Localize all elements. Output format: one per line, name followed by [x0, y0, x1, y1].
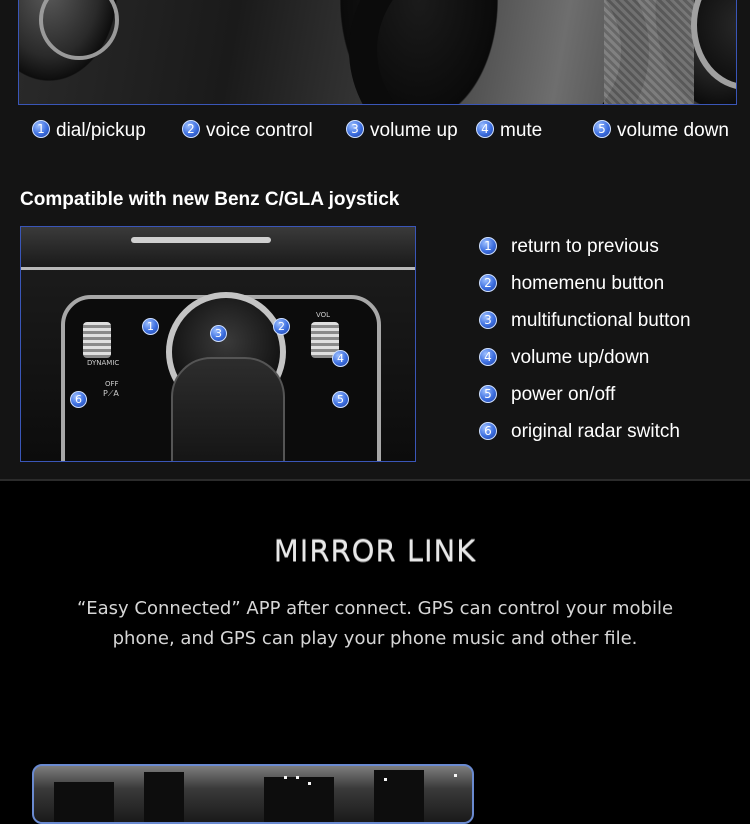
building	[54, 782, 114, 822]
feature-label: return to previous	[511, 236, 659, 257]
callout-6: 6	[70, 391, 87, 408]
number-badge: 3	[479, 311, 497, 329]
legend-label: volume down	[617, 120, 729, 141]
dynamic-label: DYNAMIC	[87, 359, 120, 367]
console-slot	[131, 237, 271, 243]
feature-radar-switch	[479, 421, 691, 458]
off-label: OFF	[105, 380, 119, 388]
legend-item-volume-down	[593, 120, 729, 142]
air-vent	[691, 0, 737, 90]
touchpad	[171, 357, 285, 462]
number-badge: 4	[476, 120, 494, 138]
number-badge: 2	[182, 120, 200, 138]
feature-homemenu-button	[479, 273, 691, 310]
steering-wheel-photo	[18, 0, 737, 105]
callout-4: 4	[332, 350, 349, 367]
section-divider	[0, 479, 750, 481]
callout-3: 3	[210, 325, 227, 342]
number-badge: 2	[479, 274, 497, 292]
legend-label: mute	[500, 120, 543, 141]
carbon-trim	[604, 0, 694, 104]
description-line-2: phone, and GPS can play your phone music and other file.	[112, 628, 638, 649]
callout-2: 2	[273, 318, 290, 335]
left-roller	[83, 322, 111, 358]
mirror-link-title: MIRROR LINK	[273, 534, 477, 568]
window-light	[384, 778, 387, 781]
legend-item-volume-up	[346, 120, 458, 142]
joystick-heading: Compatible with new Benz C/GLA joystick	[20, 189, 400, 210]
steering-legend	[32, 120, 750, 144]
building	[144, 772, 184, 822]
number-badge: 3	[346, 120, 364, 138]
number-badge: 5	[593, 120, 611, 138]
feature-label: multifunctional button	[511, 310, 691, 331]
legend-label: volume up	[370, 120, 458, 141]
mercedes-star-emblem	[39, 0, 119, 60]
park-assist-label: P⟋A	[103, 389, 119, 398]
vol-label: VOL	[316, 311, 331, 319]
number-badge: 4	[479, 348, 497, 366]
joystick-feature-list	[479, 236, 691, 458]
legend-item-dial-pickup	[32, 120, 146, 142]
callout-5: 5	[332, 391, 349, 408]
console-trim	[21, 227, 416, 270]
feature-volume-up-down	[479, 347, 691, 384]
number-badge: 6	[479, 422, 497, 440]
callout-1: 1	[142, 318, 159, 335]
legend-item-voice-control	[182, 120, 313, 142]
legend-label: dial/pickup	[56, 120, 146, 141]
number-badge: 1	[32, 120, 50, 138]
feature-power-on-off	[479, 384, 691, 421]
feature-label: homemenu button	[511, 273, 665, 294]
number-badge: 5	[479, 385, 497, 403]
mirror-link-description	[75, 594, 675, 654]
window-light	[308, 782, 311, 785]
city-night-photo	[32, 764, 474, 824]
feature-label: power on/off	[511, 384, 616, 405]
building	[374, 770, 424, 822]
window-light	[284, 776, 287, 779]
description-line-1: “Easy Connected” APP after connect. GPS can control your mobile	[76, 598, 674, 619]
legend-item-mute	[476, 120, 542, 142]
feature-return-to-previous	[479, 236, 691, 273]
legend-label: voice control	[206, 120, 313, 141]
window-light	[296, 776, 299, 779]
center-console-photo	[20, 226, 416, 462]
feature-label: volume up/down	[511, 347, 650, 368]
feature-multifunctional-button	[479, 310, 691, 347]
feature-label: original radar switch	[511, 421, 680, 442]
number-badge: 1	[479, 237, 497, 255]
window-light	[454, 774, 457, 777]
